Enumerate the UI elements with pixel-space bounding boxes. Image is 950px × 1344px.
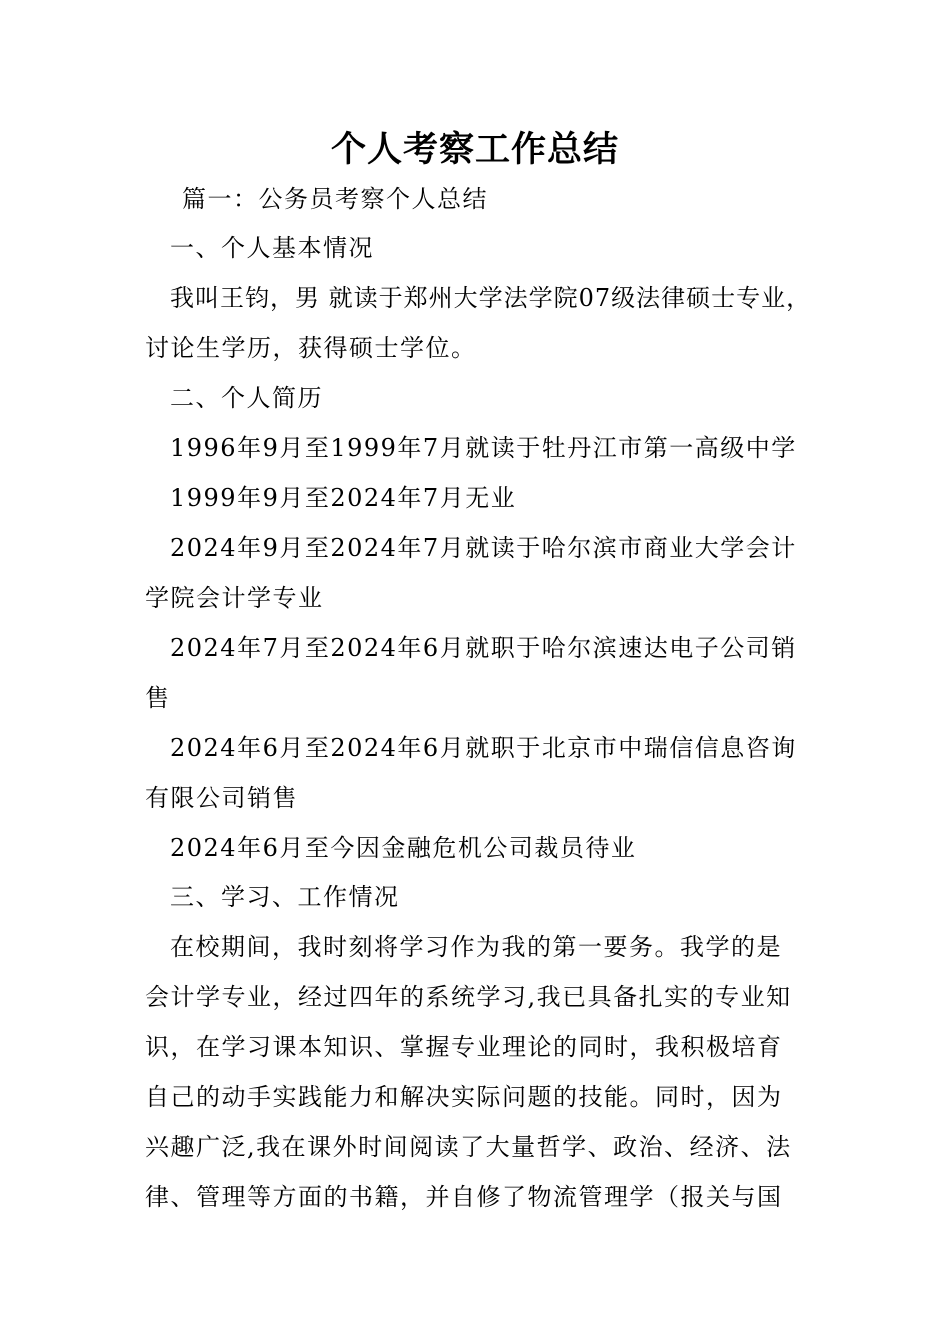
resume-entry: 2024年6月至2024年6月就职于北京市中瑞信信息咨询 [170,734,797,762]
resume-entry: 2024年6月至今因金融危机公司裁员待业 [170,834,637,862]
resume-entry-continuation: 学院会计学专业 [145,584,324,612]
paragraph-line: 律、管理等方面的书籍，并自修了物流管理学（报关与国 [145,1183,783,1211]
resume-entry-continuation: 售 [145,684,171,712]
document-title: 个人考察工作总结 [330,130,619,170]
paragraph-line: 识，在学习课本知识、掌握专业理论的同时，我积极培育 [145,1033,783,1061]
paragraph-line: 讨论生学历，获得硕士学位。 [145,334,477,362]
paragraph-line: 兴趣广泛,我在课外时间阅读了大量哲学、政治、经济、法 [145,1133,792,1161]
paragraph-line: 自己的动手实践能力和解决实际问题的技能。同时，因为 [145,1083,783,1111]
resume-entry: 2024年9月至2024年7月就读于哈尔滨市商业大学会计 [170,534,797,562]
resume-entry: 1999年9月至2024年7月无业 [170,484,517,512]
resume-entry: 2024年7月至2024年6月就职于哈尔滨速达电子公司销 [170,634,797,662]
paragraph-line: 在校期间，我时刻将学习作为我的第一要务。我学的是 [170,933,782,961]
resume-entry: 1996年9月至1999年7月就读于牡丹江市第一高级中学 [170,434,797,462]
section-heading-study-work: 三、学习、工作情况 [170,883,400,911]
subtitle: 篇一：公务员考察个人总结 [182,185,488,213]
resume-entry-continuation: 有限公司销售 [145,784,298,812]
paragraph-line: 会计学专业，经过四年的系统学习,我已具备扎实的专业知 [145,983,792,1011]
paragraph-line: 我叫王钧，男 就读于郑州大学法学院07级法律硕士专业， [170,284,812,312]
section-heading-basic-info: 一、个人基本情况 [170,234,374,262]
section-heading-resume: 二、个人简历 [170,384,323,412]
